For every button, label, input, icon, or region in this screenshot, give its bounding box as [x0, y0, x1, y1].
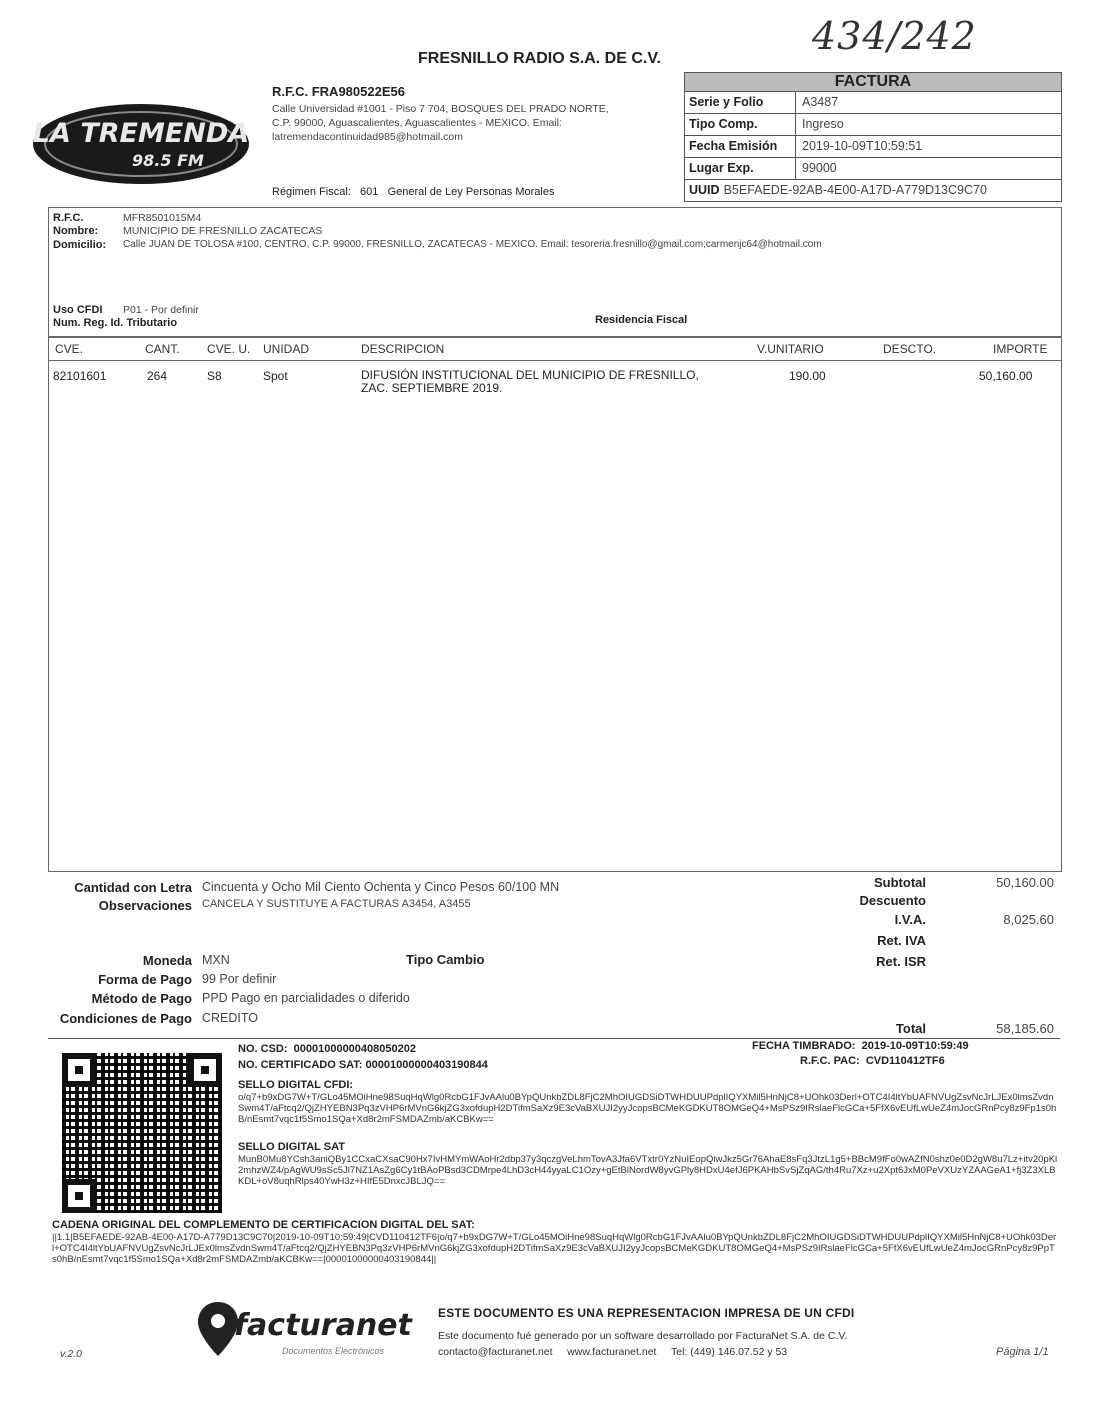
cliente-nombre-label: Nombre:: [53, 225, 99, 237]
col-descripcion: DESCRIPCION: [361, 342, 445, 356]
tipo-value: Ingreso: [802, 117, 844, 131]
observaciones-label: Observaciones: [98, 898, 192, 913]
sello-cfdi: o/q7+b9xDG7W+T/GLo45MOiHne98SuqHqWlg0RcbG1FJvAAlu0BYpQUnkbZDL8FjC2MhOIUGDSiDTWHDUUPdplIQYXMil5HnNjC8+UOhk03Derl+OTC4I4ltYbUAFNVUgZsvNcJrLJEx0lmsZvdnSwm4T/aFtcq2/QjZHYEBN3Pq3zVHP6rMVnG6kjZG3xofdupH2DTifmSaXz9E3cVaBXUJI2yyJcopsBCMeKGDKUT8OMGeQ4+MsPSz9IRslaeFlcGCa+5FfX6vEUfLwUeZ4mJocGRnPcy8z9Fp1s0hB/nEsmt7vqc1f5Smo1SQa+Xd8r2mFSMDAZmb/aKCBKw==: [238, 1092, 1057, 1125]
cadena-label: CADENA ORIGINAL DEL COMPLEMENTO DE CERTIFICACION DIGITAL DEL SAT:: [52, 1219, 475, 1231]
factura-title: FACTURA: [685, 73, 1061, 91]
sello-cfdi-label: SELLO DIGITAL CFDI:: [238, 1079, 354, 1091]
contact-email: contacto@facturanet.net: [438, 1346, 553, 1358]
col-cve: CVE.: [55, 342, 84, 356]
condiciones: CREDITO: [202, 1011, 259, 1025]
facturanet-logo: [196, 1300, 418, 1364]
generated-by-text: Este documento fué generado por un software desarrollado por FacturaNet S.A. de C.V.: [438, 1330, 848, 1342]
pac-line: [800, 1055, 945, 1067]
col-cant: CANT.: [145, 342, 180, 356]
address-line-1: Calle Universidad #1001 - Piso 7 704, BOSQUES DEL PRADO NORTE,: [272, 103, 609, 115]
forma-pago: 99 Por definir: [202, 972, 277, 986]
cliente-rfc: MFR8501015M4: [123, 212, 202, 224]
table-header-divider: [49, 360, 1061, 361]
facturanet-name: facturanet: [234, 1308, 412, 1343]
cliente-nombre: MUNICIPIO DE FRESNILLO ZACATECAS: [123, 225, 323, 237]
sello-sat: MunB0Mu8YCsh3aniQBy1CCxaCXsaC90Hx7IvHMYmWAoHr2dbp37y3qczgVeLhmTovA3Jfa6VTxtr0YzNuIEopQiwJkz5Gr76AhaE8sFq3JtzL1g5+BBcM9fFo0wAZfN0shz0e0D2gW8u7Lz+itv20pKl2mhzWZ4/pAgWU9sSc5Jl7NZ1AsZg6Cy1tBAoPBsd3CDMrpe4LhD3cH44yyaLC1Ozy+gEtBlNordW8yvGPly8HDxU4efJ6PKAHbSvSjZqAG/th4Ru7Xz+u2Xpt6JxM0PeVXUzYZAAGeA1+fj3Z3XLBKDL+oV8uqhRlps40YwH3z+HIfE5DnxcJBLJQ==: [238, 1154, 1058, 1187]
facturanet-tagline: Documentos Electrónicos: [282, 1346, 385, 1356]
factura-row-lugar: [685, 157, 1061, 179]
row-importe: 50,160.00: [979, 369, 1033, 383]
col-descto: DESCTO.: [883, 342, 937, 356]
cliente-rfc-label: R.F.C.: [53, 212, 84, 224]
row-descripcion: [361, 369, 699, 395]
total-label: Total: [895, 1021, 926, 1036]
cliente-domicilio: Calle JUAN DE TOLOSA #100, CENTRO, C.P. 99000, FRESNILLO, ZACATECAS - MEXICO. Email: tesoreria.fresnillo@gmail.com;carmenjc64@hotmail.com: [123, 239, 822, 250]
cert-value: 00001000000403190844: [365, 1059, 488, 1071]
sello-sat-label: SELLO DIGITAL SAT: [238, 1141, 345, 1153]
regimen-label: Régimen Fiscal:: [272, 186, 351, 198]
csd-label: NO. CSD:: [238, 1043, 288, 1055]
condiciones-label: Condiciones de Pago: [59, 1011, 192, 1026]
metodo-pago-label: Método de Pago: [91, 991, 192, 1006]
fecha-value: 2019-10-09T10:59:51: [802, 139, 923, 153]
regimen-code: 601: [360, 186, 379, 198]
qr-finder-bl: [62, 1179, 96, 1213]
tipo-label: Tipo Comp.: [685, 114, 796, 135]
ret-isr-label: Ret. ISR: [876, 954, 926, 969]
descuento-label: Descuento: [859, 893, 926, 908]
moneda: MXN: [202, 953, 230, 967]
contact-tel: Tel: (449) 146.07.52 y 53: [671, 1346, 788, 1358]
cfdi-representation-title: ESTE DOCUMENTO ES UNA REPRESENTACION IMPRESA DE UN CFDI: [438, 1306, 855, 1320]
qr-finder-tl: [62, 1053, 96, 1087]
items-table: [48, 337, 1062, 872]
metodo-pago: PPD Pago en parcialidades o diferido: [202, 991, 410, 1005]
logo-sub: 98.5 FM: [132, 151, 204, 170]
col-vunitario: V.UNITARIO: [757, 342, 824, 356]
company-rfc: R.F.C. FRA980522E56: [272, 84, 405, 99]
col-importe: IMPORTE: [993, 342, 1048, 356]
moneda-label: Moneda: [142, 953, 192, 968]
residencia-label: Residencia Fiscal: [595, 314, 688, 326]
row-unidad: Spot: [263, 369, 288, 383]
subtotal: 50,160.00: [996, 875, 1054, 890]
contact-line: [438, 1346, 787, 1358]
pac-label: R.F.C. PAC:: [800, 1055, 860, 1067]
address-line-2: C.P. 99000, Aguascalientes, Aguascalientes - MEXICO. Email:: [272, 117, 562, 129]
cadena-original: ||1.1|B5EFAEDE-92AB-4E00-A17D-A779D13C9C70|2019-10-09T10:59:49|CVD110412TF6|o/q7+b9xDG7W+T/GLo45MOiHne98SuqHqWlg0RcbG1FJvAAlu0BYpQUnkbZDL8FjC2MhOIUGDSiDTWHDUUPdplIQYXMil5HnNjC8+UOhk03Derl+OTC4I4ltYbUAFNVUgZsvNcJrLJEx0lmsZvdnSwm4T/aFtcq2/QjZHYEBN3Pq3zVHP6rMVnG6kjZG3xofdupH2DTifmSaXz9E3cVaBXUJI2yyJcopsBCMeKGDKUT8OMGeQ4+MsPSz9IRslaeFlcGCa+5FfX6vEUfLwUeZ4mJocGRnPcy8z9PpTs0hB/nEsmt7vqc1f5Smo1SQa+Xd8r2mFSMDAZmb/aKCBKw==|00001000000403190844||: [52, 1232, 1057, 1265]
cantidad-letra: Cincuenta y Ocho Mil Ciento Ochenta y Cinco Pesos 60/100 MN: [202, 880, 560, 894]
fecha-timbrado-label: FECHA TIMBRADO:: [752, 1040, 856, 1052]
ret-iva-label: Ret. IVA: [877, 933, 926, 948]
row-cveu: S8: [207, 369, 222, 383]
uso-cfdi-label: Uso CFDI: [53, 304, 103, 316]
uso-cfdi: P01 - Por definir: [123, 304, 199, 316]
col-cveu: CVE. U.: [207, 342, 251, 356]
observaciones: CANCELA Y SUSTITUYE A FACTURAS A3454, A3455: [202, 898, 471, 910]
footer-divider: [48, 1038, 1060, 1039]
fecha-timbrado: 2019-10-09T10:59:49: [861, 1040, 969, 1052]
csd-line: [238, 1043, 416, 1055]
row-cve: 82101601: [53, 369, 107, 383]
lugar-value: 99000: [802, 161, 837, 175]
row-cant: 264: [147, 369, 168, 383]
tipo-cambio-label: Tipo Cambio: [406, 952, 485, 967]
subtotal-label: Subtotal: [874, 875, 926, 890]
numreg-label: Num. Reg. Id. Tributario: [53, 317, 178, 329]
qr-finder-tr: [188, 1053, 222, 1087]
cliente-box: [48, 207, 1062, 337]
lugar-label: Lugar Exp.: [685, 158, 796, 179]
company-logo: [30, 100, 252, 192]
csd-value: 00001000000408050202: [293, 1043, 416, 1055]
page-number: Página 1/1: [996, 1346, 1049, 1358]
col-unidad: UNIDAD: [263, 342, 310, 356]
fecha-timbrado-line: [752, 1040, 969, 1052]
company-name: FRESNILLO RADIO S.A. DE C.V.: [418, 50, 661, 67]
qr-code: [62, 1053, 222, 1213]
serie-value: A3487: [802, 95, 839, 109]
regimen-fiscal: [272, 186, 555, 198]
cantidad-label: Cantidad con Letra: [74, 880, 192, 895]
factura-row-serie: [685, 91, 1061, 113]
contact-web: www.facturanet.net: [567, 1346, 657, 1358]
handwritten-annotation: 434/242: [812, 14, 977, 58]
serie-label: Serie y Folio: [685, 92, 796, 113]
factura-row-tipo: [685, 113, 1061, 135]
address-line-3: latremendacontinuidad985@hotmail.com: [272, 131, 464, 143]
pac-value: CVD110412TF6: [865, 1055, 945, 1067]
row-desc-line-1: DIFUSIÓN INSTITUCIONAL DEL MUNICIPIO DE FRESNILLO,: [361, 368, 699, 382]
total: 58,185.60: [996, 1021, 1054, 1036]
uuid-label: UUID: [689, 183, 720, 197]
cert-line: [238, 1059, 488, 1071]
fecha-label: Fecha Emisión: [685, 136, 796, 157]
regimen-desc: General de Ley Personas Morales: [387, 186, 555, 198]
cliente-domicilio-label: Domicilio:: [53, 239, 107, 251]
iva-label: I.V.A.: [894, 912, 926, 927]
version: v.2.0: [60, 1348, 82, 1360]
factura-box: [684, 72, 1062, 202]
logo-text: LA TREMENDA: [32, 118, 250, 149]
forma-pago-label: Forma de Pago: [98, 972, 192, 987]
cert-label: NO. CERTIFICADO SAT:: [238, 1059, 363, 1071]
iva: 8,025.60: [1003, 912, 1054, 927]
uuid-value: B5EFAEDE-92AB-4E00-A17D-A779D13C9C70: [723, 183, 987, 197]
factura-row-fecha: [685, 135, 1061, 157]
row-vunitario: 190.00: [789, 369, 826, 383]
company-address: [272, 102, 609, 144]
row-desc-line-2: ZAC. SEPTIEMBRE 2019.: [361, 381, 503, 395]
factura-row-uuid: [685, 179, 1061, 201]
